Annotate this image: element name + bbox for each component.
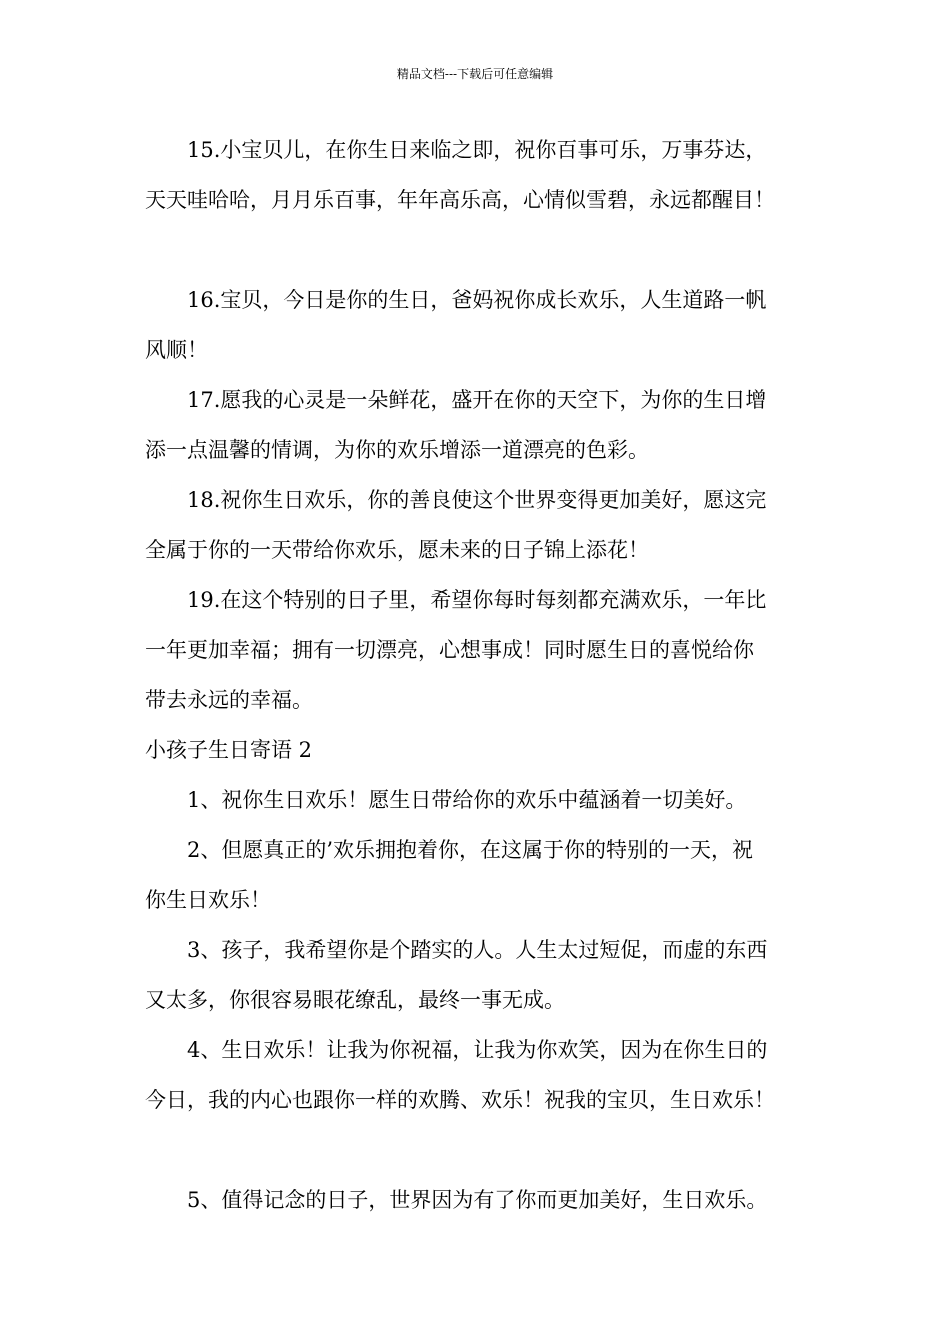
paragraph-line: 4、生日欢乐！让我为你祝福，让我为你欢笑，因为在你生日的 (187, 1038, 768, 1062)
paragraph-line: 17.愿我的心灵是一朵鲜花，盛开在你的天空下，为你的生日增 (187, 388, 767, 412)
paragraph-line: 添一点温馨的情调，为你的欢乐增添一道漂亮的色彩。 (145, 438, 649, 462)
paragraph-line: 15.小宝贝儿，在你生日来临之即，祝你百事可乐，万事芬达， (187, 138, 767, 162)
section-heading: 小孩子生日寄语 2 (145, 738, 313, 762)
paragraph-line: 5、值得记念的日子，世界因为有了你而更加美好，生日欢乐。 (187, 1188, 768, 1212)
paragraph-line: 天天哇哈哈，月月乐百事，年年高乐高，心情似雪碧，永远都醒目！ (145, 188, 775, 212)
paragraph-line: 18.祝你生日欢乐，你的善良使这个世界变得更加美好，愿这完 (187, 488, 767, 512)
paragraph-line: 风顺！ (145, 338, 208, 362)
paragraph-line: 1、祝你生日欢乐！愿生日带给你的欢乐中蕴涵着一切美好。 (187, 788, 747, 812)
paragraph-line: 你生日欢乐！ (145, 888, 271, 912)
paragraph-line: 又太多，你很容易眼花缭乱，最终一事无成。 (145, 988, 565, 1012)
paragraph-line: 16.宝贝，今日是你的生日，爸妈祝你成长欢乐，人生道路一帆 (187, 288, 767, 312)
paragraph-line: 一年更加幸福；拥有一切漂亮，心想事成！同时愿生日的喜悦给你 (145, 638, 754, 662)
paragraph-line: 今日，我的内心也跟你一样的欢腾、欢乐！祝我的宝贝，生日欢乐！ (145, 1088, 775, 1112)
paragraph-line: 2、但愿真正的’欢乐拥抱着你，在这属于你的特别的一天，祝 (187, 838, 754, 862)
paragraph-line: 带去永远的幸福。 (145, 688, 313, 712)
paragraph-line: 19.在这个特别的日子里，希望你每时每刻都充满欢乐，一年比 (187, 588, 767, 612)
page-header: 精品文档---下载后可任意编辑 (396, 67, 554, 81)
paragraph-line: 3、孩子，我希望你是个踏实的人。人生太过短促，而虚的东西 (187, 938, 768, 962)
paragraph-line: 全属于你的一天带给你欢乐，愿未来的日子锦上添花！ (145, 538, 649, 562)
